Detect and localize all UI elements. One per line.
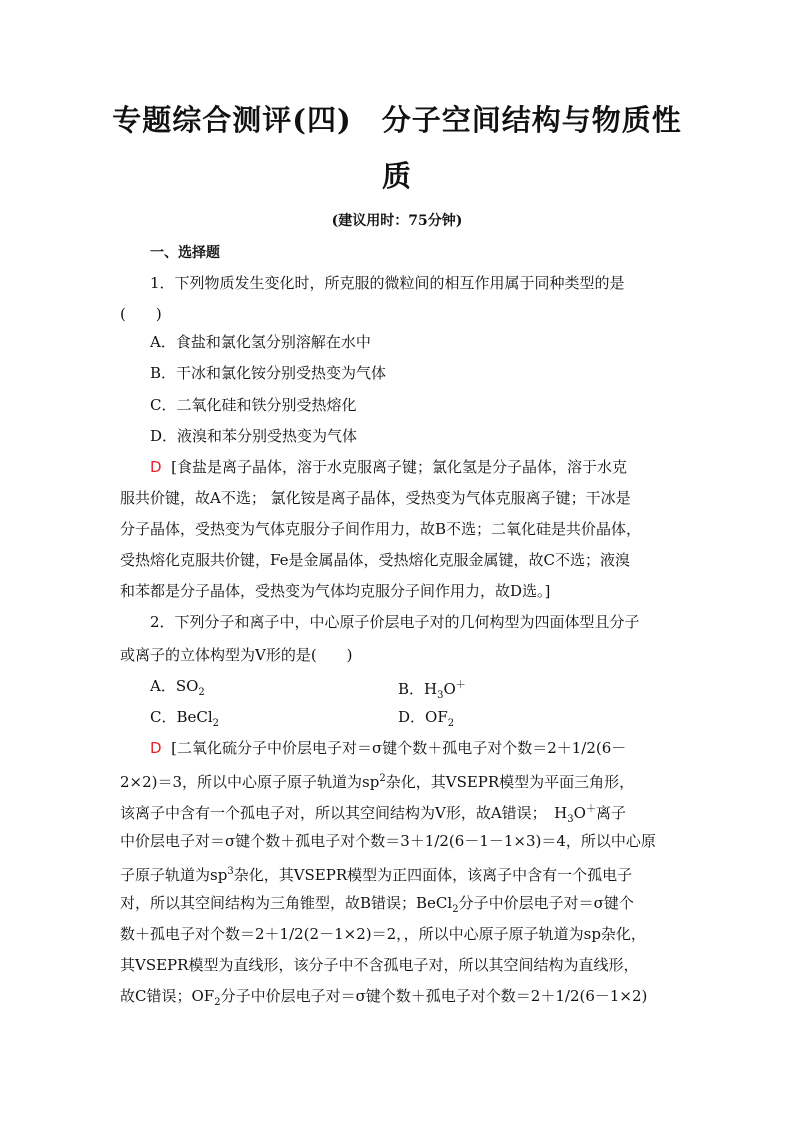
q2-option-a: A．$SO_2$ xyxy=(150,677,205,698)
q1-explanation-text: [食盐是离子晶体，溶于水克服离子键；氯化氢是分子晶体，溶于水克 xyxy=(171,458,627,476)
q1-explanation-line: 服共价键，故A不选； 氯化铵是离子晶体，受热变为气体克服离子键；干冰是 xyxy=(120,489,631,507)
q2-explanation-line: 故C错误；$OF_2$分子中价层电子对＝σ键个数＋孤电子对个数＝2＋1/2(6－1×2) xyxy=(120,987,648,1008)
q2-stem-continuation: 或离子的立体构型为V形的是( ) xyxy=(120,646,353,664)
q2-explanation-line: 2×2)＝3，所以中心原子原子轨道为$sp^2$杂化，其VSEPR模型为平面三角形， xyxy=(120,773,635,791)
q1-option-c: C．二氧化硅和铁分别受热熔化 xyxy=(150,396,357,414)
q2-option-b: B．$H_3O^+$ xyxy=(398,680,466,701)
page-title: 专题综合测评(四) 分子空间结构与物质性 xyxy=(112,103,682,137)
q2-explanation-line: 子原子轨道为$sp^3$杂化，其VSEPR模型为正四面体，该离子中含有一个孤电子 xyxy=(120,866,633,884)
q2-option-d: D．$OF_2$ xyxy=(398,708,455,729)
q2-explanation-line: 该离子中含有一个孤电子对，所以其空间结构为V形，故A错误； $H_3O^+$离子 xyxy=(120,804,626,825)
q2-options-row-1 xyxy=(150,676,680,703)
q1-option-d: D．液溴和苯分别受热变为气体 xyxy=(150,427,358,445)
q1-answer: D xyxy=(150,458,162,476)
suggested-time: (建议用时：75分钟) xyxy=(331,213,463,229)
q2-explanation-line xyxy=(150,738,680,758)
q1-explanation-line xyxy=(150,457,680,477)
q2-explanation-line: 数＋孤电子对个数＝2＋1/2(2－1×2)＝2，，所以中心原子原子轨道为sp杂化， xyxy=(120,925,646,943)
q1-explanation-line: 和苯都是分子晶体，受热变为气体均克服分子间作用力，故D选。] xyxy=(120,582,551,600)
q1-stem: 1．下列物质发生变化时，所克服的微粒间的相互作用属于同种类型的是 xyxy=(150,274,625,292)
q2-stem: 2．下列分子和离子中，中心原子价层电子对的几何构型为四面体型且分子 xyxy=(150,613,640,631)
q2-options-row-2 xyxy=(150,707,680,734)
section-heading: 一、选择题 xyxy=(150,245,220,261)
page-title-continuation: 质 xyxy=(381,159,412,193)
q1-stem-bracket: ( ) xyxy=(120,305,162,323)
q2-option-c: C．BeCl$_2$ xyxy=(150,708,220,729)
q2-explanation-text: [二氧化硫分子中价层电子对＝σ键个数＋孤电子对个数＝2＋1/2(6－ xyxy=(171,739,627,757)
q1-option-a: A．食盐和氯化氢分别溶解在水中 xyxy=(150,333,371,351)
q2-explanation-line: 其VSEPR模型为直线形，该分子中不含孤电子对，所以其空间结构为直线形， xyxy=(120,956,639,974)
q2-explanation-line: 中价层电子对＝σ键个数＋孤电子对个数＝3＋1/2(6－1－1×3)＝4，所以中心原 xyxy=(120,832,656,850)
q1-explanation-line: 分子晶体，受热变为气体克服分子间作用力，故B不选；二氧化硅是共价晶体， xyxy=(120,520,642,538)
q1-explanation-line: 受热熔化克服共价键，Fe是金属晶体，受热熔化克服金属键，故C不选；液溴 xyxy=(120,551,630,569)
q2-explanation-line: 对，所以其空间结构为三角锥型，故B错误；BeCl$_2$分子中价层电子对＝σ键个 xyxy=(120,894,634,915)
q1-option-b: B．干冰和氯化铵分别受热变为气体 xyxy=(150,364,387,382)
q2-answer: D xyxy=(150,739,162,757)
